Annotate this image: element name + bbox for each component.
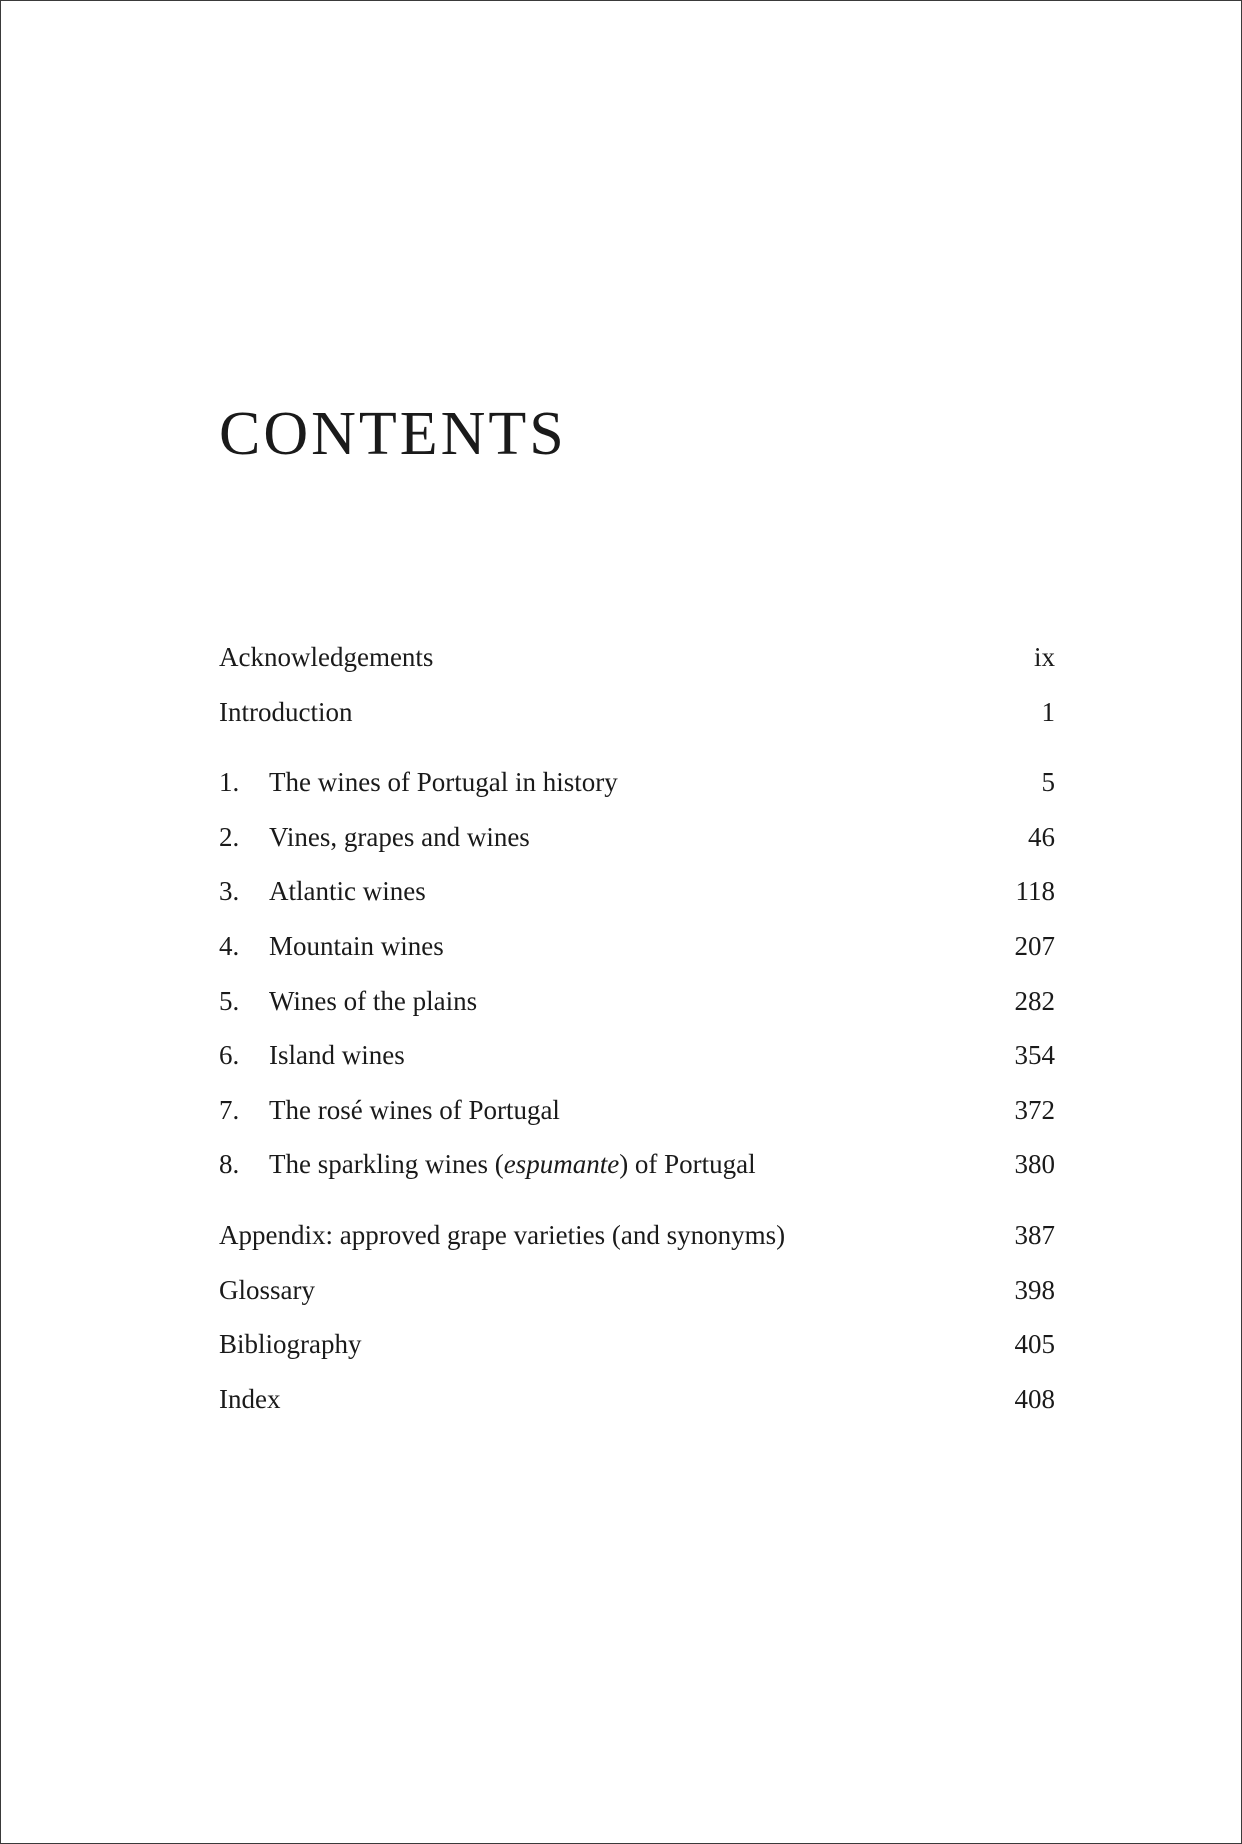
chapter-number: 1. — [219, 767, 240, 798]
toc-entry-page: 372 — [1014, 1094, 1055, 1125]
toc-entry-page: 282 — [1014, 985, 1055, 1016]
toc-entry-chapter-7[interactable] — [219, 1083, 1055, 1138]
toc-entry-page: 118 — [1015, 876, 1055, 907]
toc-entry-chapter-1[interactable] — [219, 755, 1055, 810]
toc-entry-introduction[interactable] — [219, 685, 1055, 740]
page-title: CONTENTS — [219, 400, 567, 468]
toc-entry-page: 408 — [1014, 1383, 1055, 1414]
toc-entry-page: 405 — [1014, 1329, 1055, 1360]
toc-entry-title: Atlantic wines — [269, 876, 426, 907]
toc-entry-chapter-6[interactable] — [219, 1028, 1055, 1083]
front-matter-list — [219, 630, 1055, 739]
toc-entry-page: 354 — [1014, 1040, 1055, 1071]
chapter-number: 2. — [219, 821, 240, 852]
toc-entry-title: Introduction — [219, 696, 353, 727]
toc-entry-page: 398 — [1014, 1274, 1055, 1305]
toc-entry-page: 387 — [1014, 1219, 1055, 1250]
toc-entry-title — [269, 1137, 995, 1192]
toc-entry-title: Wines of the plains — [269, 985, 478, 1016]
toc-entry-index[interactable] — [219, 1372, 1055, 1427]
title-text-before: The sparkling wines ( — [269, 1149, 504, 1180]
back-matter-list — [219, 1208, 1055, 1426]
toc-entry-title: Vines, grapes and wines — [269, 821, 530, 852]
toc-entry-glossary[interactable] — [219, 1263, 1055, 1318]
toc-entry-bibliography[interactable] — [219, 1317, 1055, 1372]
chapter-number: 4. — [219, 930, 240, 961]
toc-entry-chapter-4[interactable] — [219, 919, 1055, 974]
toc-entry-page: 5 — [1041, 767, 1055, 798]
title-text-italic: espumante — [503, 1149, 620, 1180]
toc-entry-title: Bibliography — [219, 1329, 362, 1360]
toc-entry-title: The wines of Portugal in history — [269, 767, 618, 798]
toc-entry-title: Appendix: approved grape varieties (and synonyms) — [219, 1219, 786, 1250]
toc-entry-title: Index — [219, 1383, 281, 1414]
chapter-number: 6. — [219, 1040, 240, 1071]
toc-entry-chapter-8[interactable] — [219, 1137, 1055, 1192]
toc-entry-title: Island wines — [269, 1040, 405, 1071]
toc-entry-acknowledgements[interactable] — [219, 630, 1055, 685]
toc-entry-title: Mountain wines — [269, 930, 444, 961]
chapters-list — [219, 755, 1055, 1192]
toc-entry-title: Glossary — [219, 1274, 315, 1305]
toc-entry-page: 380 — [1014, 1149, 1055, 1180]
table-of-contents — [219, 630, 1055, 1426]
chapter-number: 8. — [219, 1149, 240, 1180]
toc-entry-chapter-5[interactable] — [219, 974, 1055, 1029]
toc-entry-title: The rosé wines of Portugal — [269, 1094, 560, 1125]
title-text-after: ) of Portugal — [619, 1149, 756, 1180]
chapter-number: 5. — [219, 985, 240, 1016]
toc-entry-appendix[interactable] — [219, 1208, 1055, 1263]
toc-entry-chapter-3[interactable] — [219, 864, 1055, 919]
toc-entry-page: 46 — [1028, 821, 1055, 852]
toc-entry-page: ix — [1033, 642, 1055, 672]
chapter-number: 3. — [219, 876, 240, 907]
chapter-number: 7. — [219, 1094, 240, 1125]
toc-entry-page: 207 — [1014, 930, 1055, 961]
toc-entry-page: 1 — [1041, 696, 1055, 727]
toc-entry-chapter-2[interactable] — [219, 810, 1055, 865]
toc-entry-title: Acknowledgements — [219, 642, 434, 672]
